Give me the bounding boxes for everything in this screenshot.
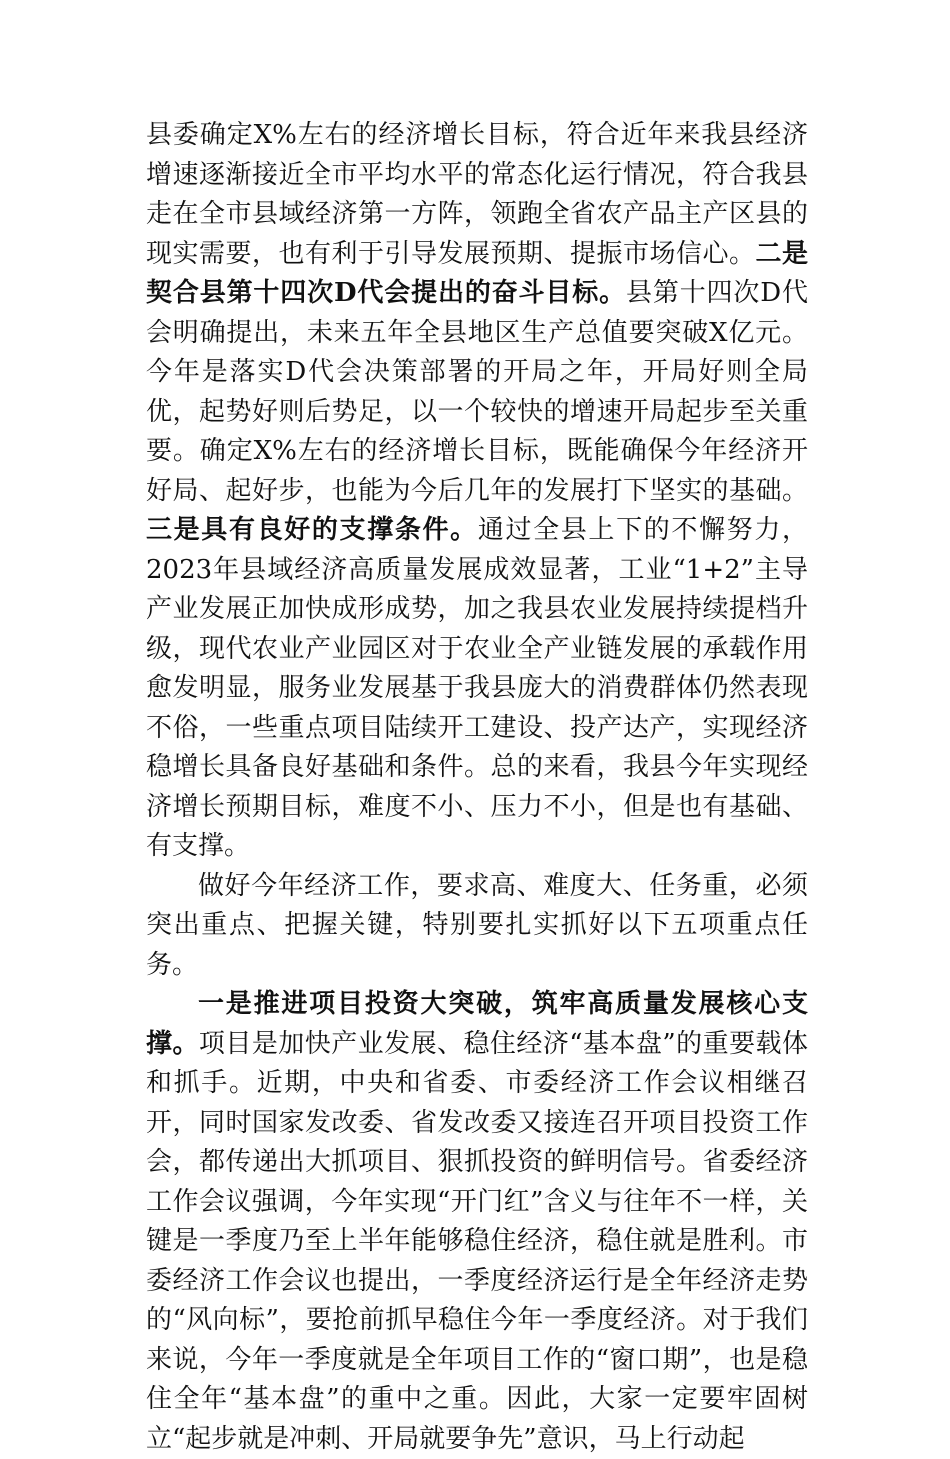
paragraph-1-text-2: 县第十四次D代会明确提出，未来五年全县地区生产总值要突破X亿元。今年是落实D代会决策部署的开局之年，开局好则全局优，起势好则后势足，以一个较快的增速开局起步至关重要。确定X%左右的经济增长目标，既能确保今年经济开好局、起好步，也能为今后几年的发展打下坚实的基础。 [146,278,808,506]
paragraph-3 [146,985,808,1459]
paragraph-3-heading: 一是推进项目投资大突破，筑牢高质量发展核心支撑。 [146,989,808,1059]
paragraph-1-heading-2: 二是契合县第十四次D代会提出的奋斗目标。 [146,238,808,308]
paragraph-1-text-1: 县委确定X%左右的经济增长目标，符合近年来我县经济增速逐渐接近全市平均水平的常态化运行情况，符合我县走在全市县域经济第一方阵，领跑全省农产品主产区县的现实需要，也有利于引导发展预期、提振市场信心。 [146,120,808,269]
paragraph-1-text-3: 通过全县上下的不懈努力，2023年县域经济高质量发展成效显著，工业“1+2”主导产业发展正加快成形成势，加之我县农业发展持续提档升级，现代农业产业园区对于农业全产业链发展的承载作用愈发明显，服务业发展基于我县庞大的消费群体仍然表现不俗，一些重点项目陆续开工建设、投产达产，实现经济稳增长具备良好基础和条件。总的来看，我县今年实现经济增长预期目标，难度不小、压力不小，但是也有基础、有支撑。 [146,515,808,861]
paragraph-1-heading-3: 三是具有良好的支撑条件。 [146,515,478,545]
paragraph-3-text: 项目是加快产业发展、稳住经济“基本盘”的重要载体和抓手。近期，中央和省委、市委经济工作会议相继召开，同时国家发改委、省发改委又接连召开项目投资工作会，都传递出大抓项目、狠抓投资的鲜明信号。省委经济工作会议强调，今年实现“开门红”含义与往年不一样，关键是一季度乃至上半年能够稳住经济，稳住就是胜利。市委经济工作会议也提出，一季度经济运行是全年经济走势的“风向标”，要抢前抓早稳住今年一季度经济。对于我们来说，今年一季度就是全年项目工作的“窗口期”，也是稳住全年“基本盘”的重中之重。因此，大家一定要牢固树立“起步就是冲刺、开局就要争先”意识，马上行动起 [146,1028,808,1454]
paragraph-1 [146,116,808,867]
document-body [146,116,808,1459]
paragraph-2-text: 做好今年经济工作，要求高、难度大、任务重，必须突出重点、把握关键，特别要扎实抓好以下五项重点任务。 [146,870,808,980]
paragraph-2 [146,867,808,986]
